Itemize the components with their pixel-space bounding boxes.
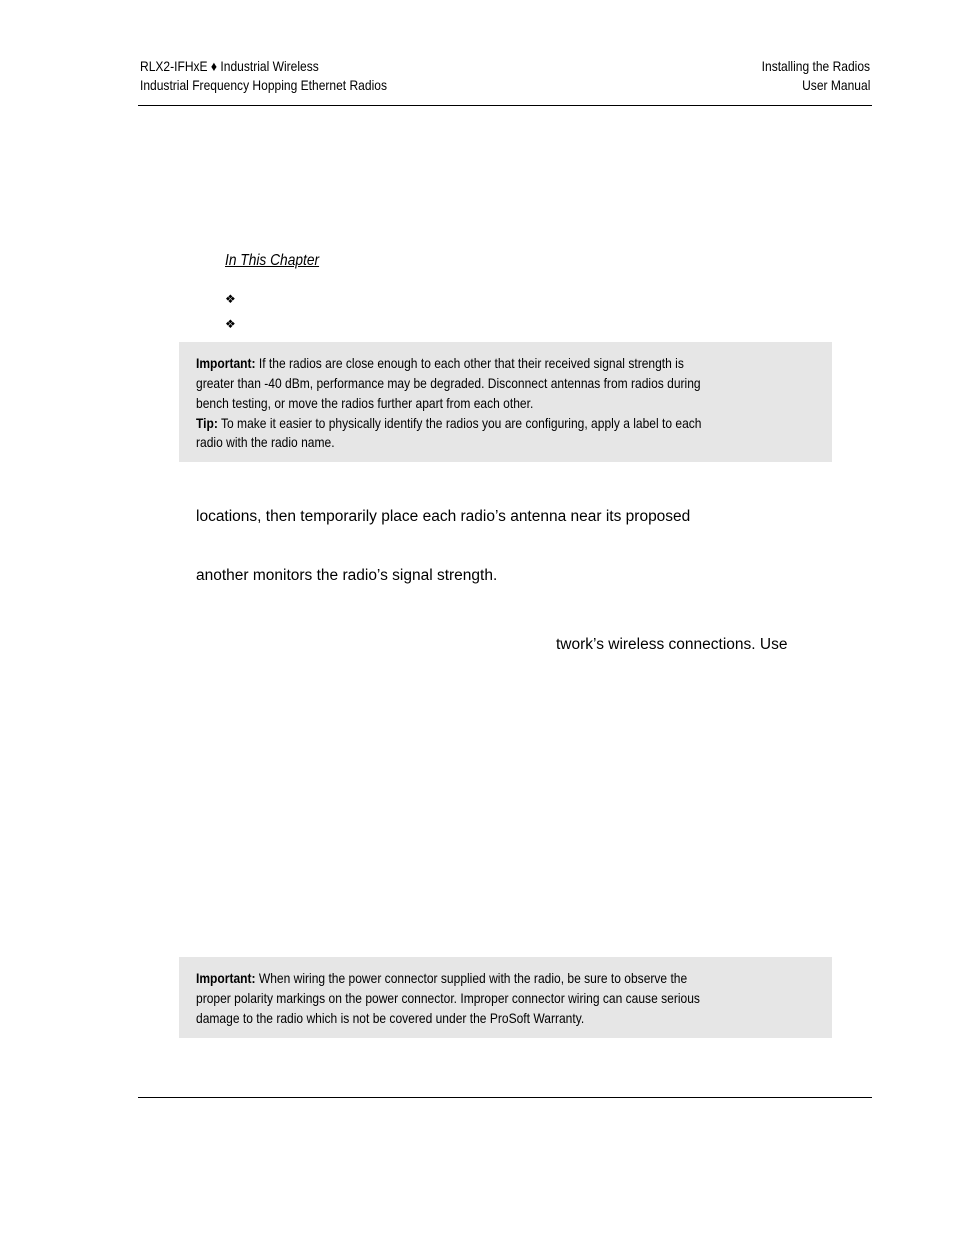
- body-text-line-1: locations, then temporarily place each radio’s antenna near its proposed: [196, 508, 691, 525]
- header-document-type: User Manual: [801, 77, 870, 93]
- tip-line-1: Tip: To make it easier to physically identify the radios you are configuring, apply a label to each: [196, 415, 702, 431]
- header-product-subtitle: Industrial Frequency Hopping Ethernet Radios: [140, 77, 387, 93]
- chapter-bullet-1: ❖: [225, 292, 236, 306]
- header-rule: [138, 105, 872, 106]
- chapter-bullet-2: ❖: [225, 317, 236, 331]
- important-line-2: greater than -40 dBm, performance may be degraded. Disconnect antennas from radios during: [196, 375, 701, 391]
- important-tip-note: [179, 342, 832, 462]
- important-label: Important:: [196, 355, 256, 371]
- footer-rule: [138, 1097, 872, 1098]
- body-text-line-2: another monitors the radio’s signal strength.: [196, 567, 498, 584]
- tip-line-2: radio with the radio name.: [196, 434, 335, 450]
- wiring-line-3: damage to the radio which is not be covered under the ProSoft Warranty.: [196, 1010, 585, 1026]
- header-section-title: Installing the Radios: [761, 58, 870, 74]
- wiring-line-1: Important: When wiring the power connector supplied with the radio, be sure to observe the: [196, 970, 688, 986]
- body-text-line-3: twork’s wireless connections. Use: [556, 636, 788, 653]
- important-line-3: bench testing, or move the radios further apart from each other.: [196, 395, 534, 411]
- chapter-heading: In This Chapter: [225, 252, 320, 269]
- important-line-1: Important: If the radios are close enough to each other that their received signal strength is: [196, 355, 684, 371]
- header-product-title: RLX2-IFHxE ♦ Industrial Wireless: [140, 58, 319, 74]
- tip-label: Tip:: [196, 415, 218, 431]
- important-wiring-note: [179, 957, 832, 1038]
- wiring-line-2: proper polarity markings on the power connector. Improper connector wiring can cause serious: [196, 990, 700, 1006]
- important-label: Important:: [196, 970, 256, 986]
